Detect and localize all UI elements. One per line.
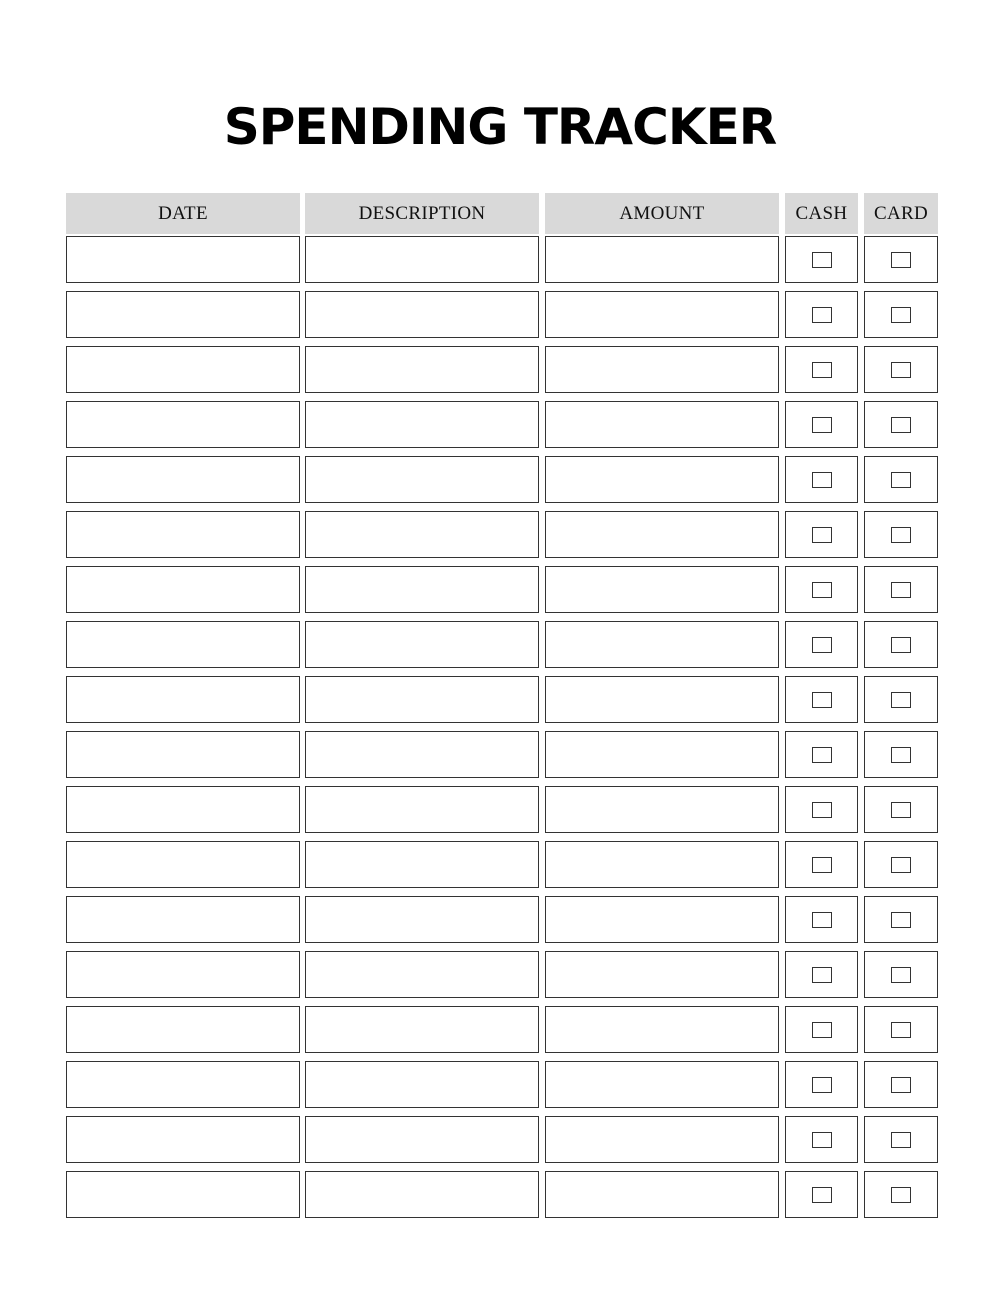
card-checkbox[interactable] bbox=[891, 307, 911, 323]
card-cell bbox=[864, 731, 938, 778]
amount-cell[interactable] bbox=[545, 951, 779, 998]
amount-cell[interactable] bbox=[545, 841, 779, 888]
table-row bbox=[66, 621, 940, 668]
column-header-card: CARD bbox=[864, 193, 938, 234]
table-header bbox=[66, 193, 940, 234]
table-row bbox=[66, 401, 940, 448]
table-row bbox=[66, 1171, 940, 1218]
card-cell bbox=[864, 1171, 938, 1218]
description-cell[interactable] bbox=[305, 1006, 539, 1053]
amount-cell[interactable] bbox=[545, 1171, 779, 1218]
description-cell[interactable] bbox=[305, 676, 539, 723]
cash-cell bbox=[785, 621, 858, 668]
page-title: SPENDING TRACKER bbox=[223, 98, 777, 156]
table-body bbox=[66, 236, 940, 1218]
cash-cell bbox=[785, 1116, 858, 1163]
table-row bbox=[66, 676, 940, 723]
description-cell[interactable] bbox=[305, 511, 539, 558]
description-cell[interactable] bbox=[305, 951, 539, 998]
card-cell bbox=[864, 841, 938, 888]
amount-cell[interactable] bbox=[545, 731, 779, 778]
cash-cell bbox=[785, 1061, 858, 1108]
date-cell[interactable] bbox=[66, 896, 300, 943]
table-row bbox=[66, 236, 940, 283]
amount-cell[interactable] bbox=[545, 896, 779, 943]
spending-table bbox=[66, 193, 940, 1226]
card-checkbox[interactable] bbox=[891, 967, 911, 983]
table-row bbox=[66, 1061, 940, 1108]
table-row bbox=[66, 1116, 940, 1163]
cash-checkbox[interactable] bbox=[812, 857, 832, 873]
card-checkbox[interactable] bbox=[891, 747, 911, 763]
cash-cell bbox=[785, 786, 858, 833]
card-cell bbox=[864, 676, 938, 723]
cash-checkbox[interactable] bbox=[812, 362, 832, 378]
cash-cell bbox=[785, 731, 858, 778]
card-checkbox[interactable] bbox=[891, 582, 911, 598]
card-checkbox[interactable] bbox=[891, 362, 911, 378]
date-cell[interactable] bbox=[66, 511, 300, 558]
card-cell bbox=[864, 511, 938, 558]
table-row bbox=[66, 346, 940, 393]
table-row bbox=[66, 731, 940, 778]
date-cell[interactable] bbox=[66, 1171, 300, 1218]
card-checkbox[interactable] bbox=[891, 802, 911, 818]
cash-checkbox[interactable] bbox=[812, 1132, 832, 1148]
cash-checkbox[interactable] bbox=[812, 912, 832, 928]
cash-cell bbox=[785, 346, 858, 393]
amount-cell[interactable] bbox=[545, 1061, 779, 1108]
card-checkbox[interactable] bbox=[891, 637, 911, 653]
card-checkbox[interactable] bbox=[891, 692, 911, 708]
amount-cell[interactable] bbox=[545, 236, 779, 283]
table-row bbox=[66, 1006, 940, 1053]
cash-checkbox[interactable] bbox=[812, 472, 832, 488]
card-cell bbox=[864, 236, 938, 283]
cash-checkbox[interactable] bbox=[812, 582, 832, 598]
date-cell[interactable] bbox=[66, 1006, 300, 1053]
column-header-description: DESCRIPTION bbox=[305, 193, 539, 234]
card-checkbox[interactable] bbox=[891, 252, 911, 268]
cash-checkbox[interactable] bbox=[812, 417, 832, 433]
amount-cell[interactable] bbox=[545, 511, 779, 558]
card-cell bbox=[864, 566, 938, 613]
card-cell bbox=[864, 786, 938, 833]
cash-checkbox[interactable] bbox=[812, 747, 832, 763]
date-cell[interactable] bbox=[66, 1116, 300, 1163]
table-row bbox=[66, 786, 940, 833]
card-cell bbox=[864, 346, 938, 393]
table-row bbox=[66, 511, 940, 558]
cash-cell bbox=[785, 291, 858, 338]
cash-checkbox[interactable] bbox=[812, 252, 832, 268]
cash-cell bbox=[785, 401, 858, 448]
cash-cell bbox=[785, 896, 858, 943]
cash-cell bbox=[785, 1006, 858, 1053]
amount-cell[interactable] bbox=[545, 456, 779, 503]
card-cell bbox=[864, 401, 938, 448]
cash-checkbox[interactable] bbox=[812, 1077, 832, 1093]
date-cell[interactable] bbox=[66, 456, 300, 503]
column-header-date: DATE bbox=[66, 193, 300, 234]
description-cell[interactable] bbox=[305, 1061, 539, 1108]
card-checkbox[interactable] bbox=[891, 527, 911, 543]
card-cell bbox=[864, 1061, 938, 1108]
card-checkbox[interactable] bbox=[891, 1132, 911, 1148]
date-cell[interactable] bbox=[66, 346, 300, 393]
description-cell[interactable] bbox=[305, 621, 539, 668]
column-header-amount: AMOUNT bbox=[545, 193, 779, 234]
card-cell bbox=[864, 896, 938, 943]
cash-checkbox[interactable] bbox=[812, 692, 832, 708]
cash-checkbox[interactable] bbox=[812, 527, 832, 543]
table-row bbox=[66, 456, 940, 503]
description-cell[interactable] bbox=[305, 566, 539, 613]
table-row bbox=[66, 291, 940, 338]
table-row bbox=[66, 841, 940, 888]
cash-cell bbox=[785, 511, 858, 558]
card-cell bbox=[864, 1116, 938, 1163]
description-cell[interactable] bbox=[305, 291, 539, 338]
card-checkbox[interactable] bbox=[891, 417, 911, 433]
date-cell[interactable] bbox=[66, 841, 300, 888]
amount-cell[interactable] bbox=[545, 291, 779, 338]
table-row bbox=[66, 566, 940, 613]
date-cell[interactable] bbox=[66, 621, 300, 668]
date-cell[interactable] bbox=[66, 566, 300, 613]
cash-cell bbox=[785, 1171, 858, 1218]
card-cell bbox=[864, 621, 938, 668]
amount-cell[interactable] bbox=[545, 621, 779, 668]
date-cell[interactable] bbox=[66, 401, 300, 448]
cash-checkbox[interactable] bbox=[812, 802, 832, 818]
date-cell[interactable] bbox=[66, 731, 300, 778]
cash-cell bbox=[785, 841, 858, 888]
amount-cell[interactable] bbox=[545, 566, 779, 613]
card-cell bbox=[864, 1006, 938, 1053]
card-checkbox[interactable] bbox=[891, 912, 911, 928]
date-cell[interactable] bbox=[66, 951, 300, 998]
card-checkbox[interactable] bbox=[891, 472, 911, 488]
cash-checkbox[interactable] bbox=[812, 307, 832, 323]
card-checkbox[interactable] bbox=[891, 1187, 911, 1203]
date-cell[interactable] bbox=[66, 676, 300, 723]
date-cell[interactable] bbox=[66, 236, 300, 283]
table-row bbox=[66, 951, 940, 998]
cash-cell bbox=[785, 566, 858, 613]
amount-cell[interactable] bbox=[545, 1116, 779, 1163]
column-header-cash: CASH bbox=[785, 193, 858, 234]
description-cell[interactable] bbox=[305, 456, 539, 503]
cash-checkbox[interactable] bbox=[812, 637, 832, 653]
table-row bbox=[66, 896, 940, 943]
date-cell[interactable] bbox=[66, 291, 300, 338]
card-cell bbox=[864, 951, 938, 998]
description-cell[interactable] bbox=[305, 236, 539, 283]
description-cell[interactable] bbox=[305, 841, 539, 888]
card-cell bbox=[864, 456, 938, 503]
description-cell[interactable] bbox=[305, 786, 539, 833]
amount-cell[interactable] bbox=[545, 786, 779, 833]
card-cell bbox=[864, 291, 938, 338]
card-checkbox[interactable] bbox=[891, 1022, 911, 1038]
date-cell[interactable] bbox=[66, 1061, 300, 1108]
card-checkbox[interactable] bbox=[891, 857, 911, 873]
cash-cell bbox=[785, 456, 858, 503]
cash-cell bbox=[785, 236, 858, 283]
description-cell[interactable] bbox=[305, 731, 539, 778]
card-checkbox[interactable] bbox=[891, 1077, 911, 1093]
amount-cell[interactable] bbox=[545, 401, 779, 448]
amount-cell[interactable] bbox=[545, 1006, 779, 1053]
description-cell[interactable] bbox=[305, 1116, 539, 1163]
cash-checkbox[interactable] bbox=[812, 1022, 832, 1038]
amount-cell[interactable] bbox=[545, 676, 779, 723]
description-cell[interactable] bbox=[305, 401, 539, 448]
description-cell[interactable] bbox=[305, 1171, 539, 1218]
amount-cell[interactable] bbox=[545, 346, 779, 393]
description-cell[interactable] bbox=[305, 896, 539, 943]
description-cell[interactable] bbox=[305, 346, 539, 393]
cash-cell bbox=[785, 951, 858, 998]
cash-checkbox[interactable] bbox=[812, 967, 832, 983]
cash-checkbox[interactable] bbox=[812, 1187, 832, 1203]
cash-cell bbox=[785, 676, 858, 723]
date-cell[interactable] bbox=[66, 786, 300, 833]
